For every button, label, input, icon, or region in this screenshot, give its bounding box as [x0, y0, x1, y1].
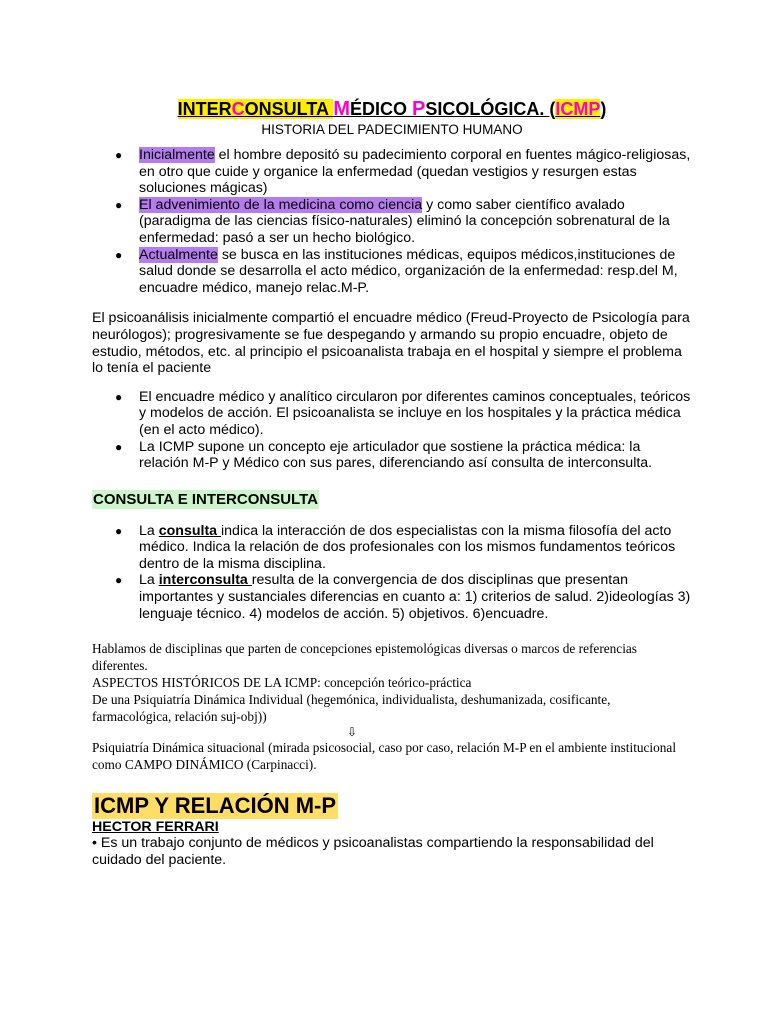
author-name: HECTOR FERRARI	[92, 819, 219, 836]
title-part: INTER	[177, 99, 232, 119]
title-part: M	[333, 98, 350, 120]
down-arrow-icon: ⇩	[346, 725, 358, 740]
item-text: El encuadre médico y analítico circularon por diferentes caminos conceptuales, teóricos y modelos de acción. El psicoanalista se incluye en los hospitales y la práctica médica (en el acto médico).	[139, 388, 691, 438]
final-paragraph: • Es un trabajo conjunto de médicos y psicoanalistas compartiendo la responsabilidad del cuidado del paciente.	[92, 835, 654, 868]
item-text: indica la interacción de dos especialistas con la misma filosofía del acto médico. Indica la relación de dos profesionales con los mismos fundamentos teóricos dentro de la misma disciplina.	[139, 522, 676, 572]
bullet-icon: ●	[115, 389, 123, 404]
bullet-icon: ●	[115, 148, 123, 162]
item-prefix: La	[139, 572, 159, 589]
title-part: ÉDICO	[349, 99, 412, 119]
list-item	[92, 247, 692, 297]
document-page	[92, 98, 692, 868]
paragraph-psicoanalisis: El psicoanálisis inicialmente compartió el encuadre médico (Freud-Proyecto de Psicología para neurólogos); progresivamente se fue despegando y armando su propio encuadre, objeto de estudio, métodos, etc. al principio el psicoanalista trabaja en el hospital y siempre el problema lo tenía el paciente	[92, 310, 690, 377]
list-item	[92, 572, 692, 622]
bullet-icon: ●	[115, 197, 123, 212]
encuadre-list	[92, 389, 692, 472]
term-interconsulta: interconsulta	[158, 572, 252, 589]
item-text: el hombre depositó su padecimiento corporal en fuentes mágico-religiosas, en otro que cuide y organice la enfermedad (quedan vestigios y resurgen estas soluciones mágicas)	[139, 147, 691, 197]
serif-line: Psiquiatría Dinámica situacional (mirada psicosocial, caso por caso, relación M-P en el ambiente institucional como CAMPO DINÁMICO (Carpinacci).	[92, 740, 677, 773]
serif-line: De una Psiquiatría Dinámica Individual (hegemónica, individualista, deshumanizada, cosificante, farmacológica, relación suj-obj))	[92, 692, 611, 725]
term-consulta: consulta	[158, 522, 222, 539]
list-item	[92, 147, 692, 197]
section-heading-consulta: CONSULTA E INTERCONSULTA	[93, 490, 318, 508]
highlighted-term: El advenimiento de la medicina como ciencia	[139, 196, 423, 213]
title-part: SICOLÓGICA. (	[425, 99, 556, 119]
item-prefix: La	[139, 522, 159, 539]
list-item	[92, 523, 692, 573]
highlighted-term: Inicialmente	[139, 147, 215, 163]
serif-line: Hablamos de disciplinas que parten de concepciones epistemológicas diversas o marcos de referencias diferentes.	[92, 641, 637, 674]
title-part: )	[600, 99, 607, 119]
serif-block	[92, 640, 692, 773]
title-part: ICMP	[555, 99, 601, 119]
history-list	[92, 147, 692, 296]
consulta-list	[92, 523, 692, 623]
item-text: resulta de la convergencia de dos disciplinas que presentan importantes y sustanciales diferencias en cuanto a: 1) criterios de salud. 2)ideologías 3) lenguaje técnico. 4) modelos de acción. 5) objetivos. 6)encuadre.	[139, 572, 691, 622]
title-part: ONSULTA	[244, 99, 334, 119]
bullet-icon: ●	[115, 439, 123, 454]
title-part: C	[231, 99, 245, 119]
bullet-icon: ●	[115, 247, 123, 262]
serif-line: ASPECTOS HISTÓRICOS DE LA ICMP: concepción teórico-práctica	[92, 675, 472, 691]
subtitle: HISTORIA DEL PADECIMIENTO HUMANO	[261, 122, 523, 137]
list-item	[92, 389, 692, 439]
section-heading-icmp: ICMP Y RELACIÓN M-P	[94, 793, 337, 819]
highlighted-term: Actualmente	[139, 246, 218, 263]
bullet-icon: ●	[115, 523, 123, 538]
list-item	[92, 439, 692, 472]
title-highlight	[178, 99, 334, 119]
bullet-icon: ●	[115, 573, 123, 588]
item-text: La ICMP supone un concepto eje articulador que sostiene la práctica médica: la relación M-P y Médico con sus pares, diferenciando así consulta de interconsulta.	[139, 438, 653, 472]
title-part: P	[412, 98, 426, 120]
document-title	[92, 98, 692, 121]
item-text: se busca en las instituciones médicas, equipos médicos,instituciones de salud donde se desarrolla el acto médico, organización de la enfermedad: resp.del M, encuadre médico, manejo relac.M-P.	[139, 246, 678, 296]
item-text: y como saber científico avalado (paradigma de las ciencias físico-naturales) eliminó la concepción sobrenatural de la enfermedad: pasó a ser un hecho biológico.	[139, 196, 670, 246]
list-item	[92, 197, 692, 247]
